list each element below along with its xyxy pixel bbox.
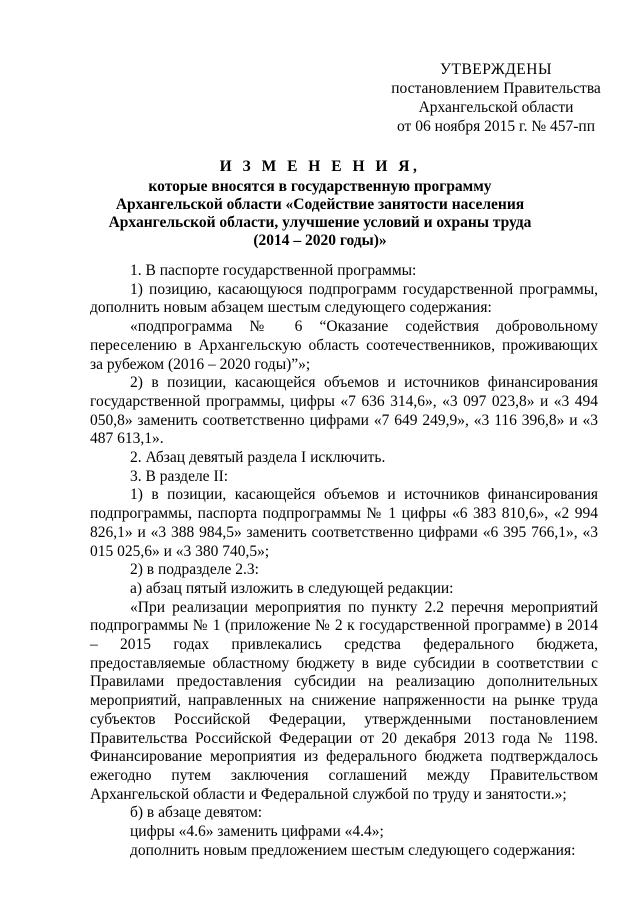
paragraph-13: дополнить новым предложением шестым следующего содержания: xyxy=(130,841,576,859)
paragraph-4: 2) в позиции, касающейся объемов и источников финансирования государственной программы, цифры «7 636 314,6», «3 097 023,8» и «3 494 050,8» заменить соответственно цифрами «7 649 249,9», «3 116 396,8» и «3 487 613,1». xyxy=(90,374,598,448)
title-line-2: Архангельской области «Содействие занятости населения xyxy=(115,196,525,213)
paragraph-12: цифры «4.6» заменить цифрами «4.4»; xyxy=(130,823,384,841)
title-line-3: Архангельской области, улучшение условий и охраны труда xyxy=(108,214,532,231)
document-body xyxy=(90,262,598,861)
paragraph-3: «подпрограмма № 6 “Оказание содействия добровольному переселению в Архангельскую область соотечественников, проживающих за рубежом (2016 – 2020 годы)”»; xyxy=(90,318,598,373)
paragraph-1: 1. В паспорте государственной программы: xyxy=(130,262,417,279)
document-title xyxy=(90,158,550,250)
title-line-1: которые вносятся в государственную программу xyxy=(148,178,492,195)
paragraph-11: б) в абзаце девятом: xyxy=(130,804,263,822)
paragraph-9: а) абзац пятый изложить в следующей редакции: xyxy=(130,579,454,597)
approval-heading: УТВЕРЖДЕНЫ xyxy=(440,61,552,78)
approval-line-1: постановлением Правительства xyxy=(391,80,601,97)
paragraph-6: 3. В разделе II: xyxy=(130,467,229,485)
paragraph-10: «При реализации мероприятия по пункту 2.2 перечня мероприятий подпрограммы № 1 (приложение № 2 к государственной программе) в 2014 – 2015 годах привлекались средства федерального бюджета, предоставляемые областному бюджету в виде субсидии в соответствии с Правилами предоставления субсидии на реализацию дополнительных мероприятий, направленных на снижение напряженности на рынке труда субъектов Российской Федерации, утвержденными постановлением Правительства Российской Федерации от 20 декабря 2013 года № 1198. Финансирование мероприятия из федерального бюджета подтверждалось ежегодно путем заключения соглашений между Правительством Архангельской области и Федеральной службой по труду и занятости.»; xyxy=(90,598,598,803)
paragraph-5: 2. Абзац девятый раздела I исключить. xyxy=(130,449,386,467)
approval-stamp xyxy=(380,60,612,136)
title-spaced: И З М Е Н Е Н И Я, xyxy=(219,158,421,175)
approval-line-3: от 06 ноября 2015 г. № 457-пп xyxy=(397,118,595,135)
paragraph-2: 1) позицию, касающуюся подпрограмм государственной программы, дополнить новым абзацем шестым следующего содержания: xyxy=(90,280,598,317)
approval-line-2: Архангельской области xyxy=(418,99,574,116)
paragraph-8: 2) в подразделе 2.3: xyxy=(130,561,259,579)
paragraph-7: 1) в позиции, касающейся объемов и источников финансирования подпрограммы, паспорта подпрограммы № 1 цифры «6 383 810,6», «2 994 826,1» и «3 388 984,5» заменить соответственно цифрами «6 395 766,1», «3 015 025,6» и «3 380 740,5»; xyxy=(90,486,598,560)
title-line-4: (2014 – 2020 годы)» xyxy=(253,232,387,249)
